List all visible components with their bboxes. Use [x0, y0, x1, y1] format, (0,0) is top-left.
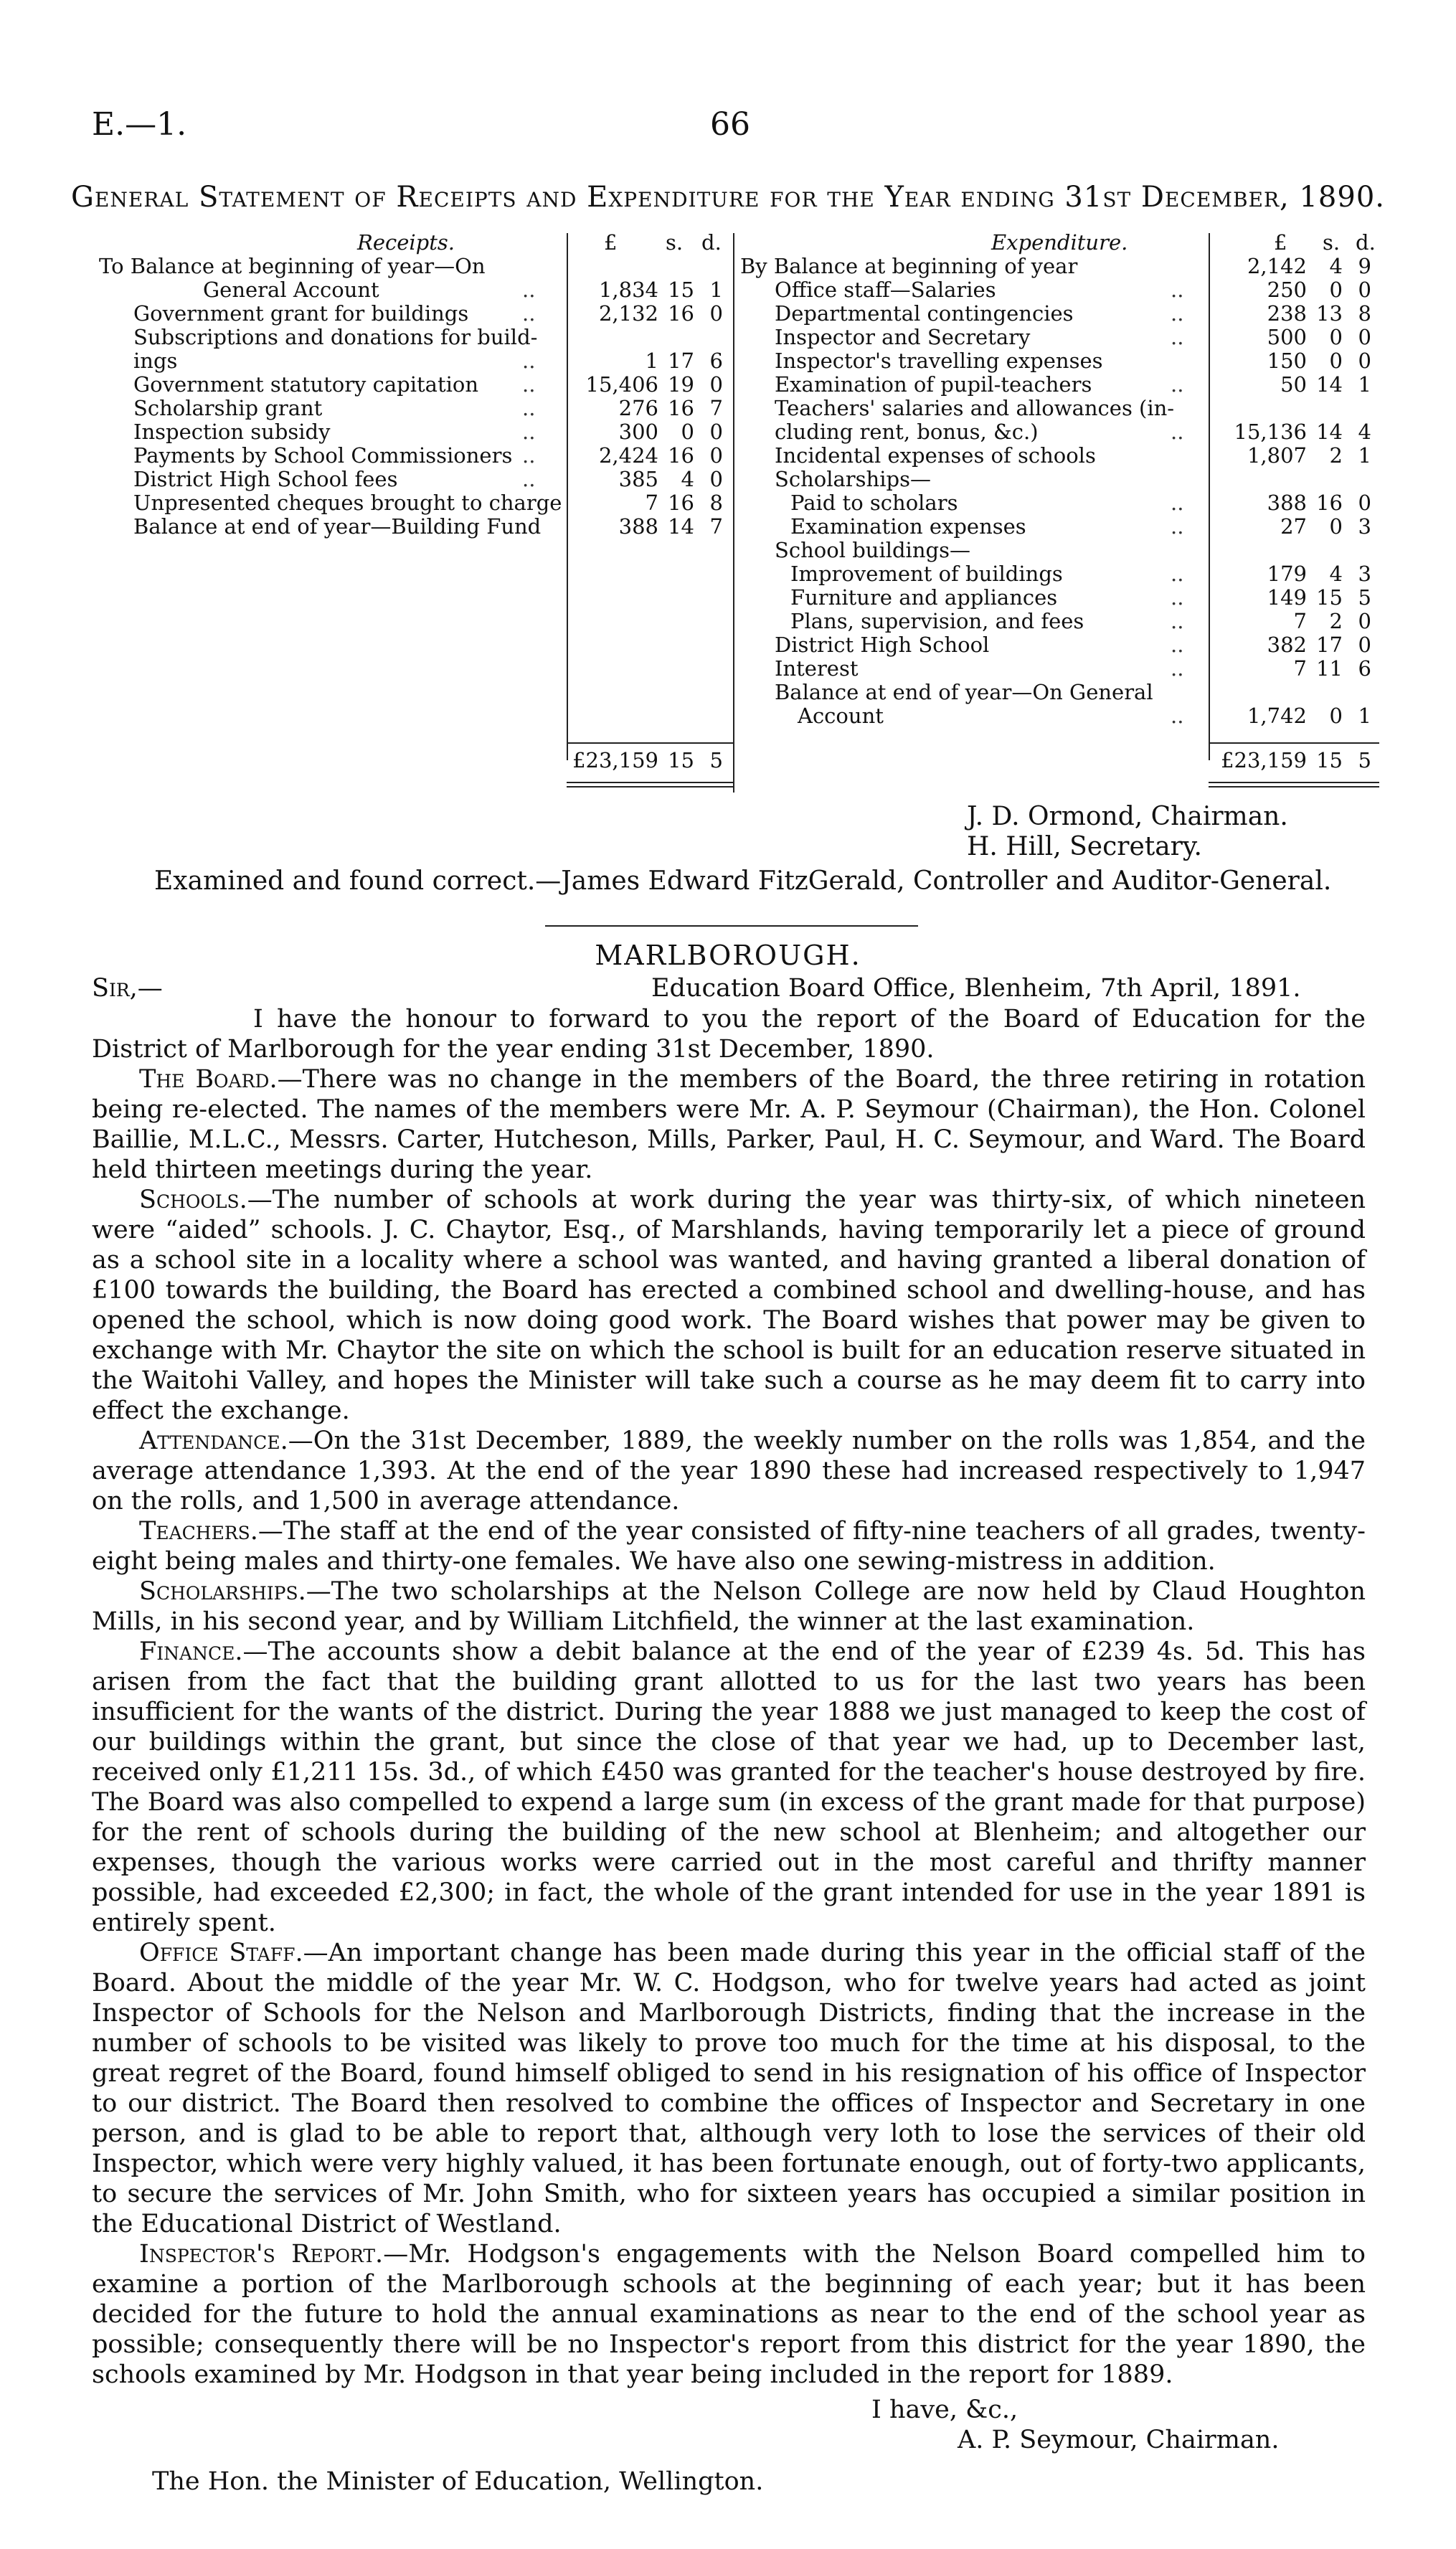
receipts-leader-dots: ..	[522, 443, 536, 468]
expenditure-description: Inspector's travelling expenses	[775, 349, 1103, 373]
expenditure-leader-dots: ..	[1171, 609, 1184, 633]
expenditure-amount-shillings: 2	[1329, 609, 1343, 633]
letter-paragraph	[92, 1938, 1366, 2239]
receipts-row	[99, 420, 730, 444]
expenditure-amount-pounds: 7	[1293, 656, 1307, 681]
expenditure-leader-dots: ..	[1171, 562, 1184, 586]
paragraph-text: I have the honour to forward to you the report of the Board of Education for the District of Marlborough for the year ending 31st December, 1890.	[92, 1005, 1366, 1064]
receipts-description: Balance at end of year—Building Fund	[133, 514, 542, 539]
expenditure-leader-dots: ..	[1171, 420, 1184, 444]
receipts-leader-dots: ..	[522, 349, 536, 373]
receipts-amount-pounds: 7	[645, 491, 658, 515]
letter-paragraph	[92, 1576, 1366, 1637]
paragraph-text: —Mr. Hodgson's engagements with the Nelson Board compelled him to examine a portion of the Marlborough schools at the beginning of each year; but it has been decided for the future to hold the annual examinations as near to the end of the school year as possible; consequently there will be no Inspector's report from this district for the year 1890, the schools examined by Mr. Hodgson in that year being included in the report for 1889.	[92, 2240, 1366, 2389]
paragraph-text: —The accounts show a debit balance at the end of the year of £239 4s. 5d. This has arisen from the fact that the building grant allotted to us for the last two years has been insufficient for the wants of the district. During the year 1888 we just managed to keep the cost of our buildings within the grant, but since the close of that year we had, up to December last, received only £1,211 15s. 3d., of which £450 was granted for the teacher's house destroyed by fire. The Board was also compelled to expend a large sum (in excess of the grant made for that purpose) for the rent of schools during the building of the new school at Blenheim; and altogether our expenses, though the various works were carried out in the most careful and thrifty manner possible, had exceeded £2,300; in fact, the whole of the grant intended for use in the year 1891 is entirely spent.	[92, 1637, 1366, 1937]
expenditure-total-rule-top	[1209, 742, 1379, 744]
section-heading: MARLBOROUGH.	[595, 940, 861, 971]
shillings-heading: s.	[1323, 230, 1341, 255]
expenditure-total-pounds: £23,159	[1221, 748, 1307, 772]
receipts-row	[99, 255, 730, 278]
receipts-description: District High School fees	[133, 467, 398, 491]
receipts-description: Government grant for buildings	[133, 301, 469, 326]
pounds-heading: £	[604, 230, 618, 255]
expenditure-row	[740, 326, 1379, 349]
expenditure-row	[740, 397, 1379, 420]
paragraph-text: —The number of schools at work during the year was thirty-six, of which nineteen were “aided” schools. J. C. Chaytor, Esq., of Marshlands, having temporarily let a piece of ground as a school site in a locality where a school was wanted, and having granted a liberal donation of £100 towards the building, the Board has erected a combined school and dwelling-house, and has opened the school, which is now doing good work. The Board wishes that power may be given to exchange with Mr. Chaytor the site on which the school is built for an education reserve situated in the Waitohi Valley, and hopes the Minister will take such a course as he may deem fit to carry into effect the exchange.	[92, 1186, 1366, 1425]
receipts-amount-pence: 1	[709, 278, 723, 302]
expenditure-row	[740, 539, 1379, 562]
letter-paragraph	[92, 1637, 1366, 1938]
expenditure-heading: Expenditure.	[991, 230, 1128, 255]
expenditure-amount-pounds: 382	[1267, 633, 1307, 657]
receipts-total-pounds: £23,159	[572, 748, 658, 772]
expenditure-total-rule-bottom	[1209, 782, 1379, 783]
pence-heading: d.	[1356, 230, 1376, 255]
expenditure-amount-pence: 9	[1358, 254, 1371, 278]
receipts-amount-pence: 0	[709, 420, 723, 444]
receipts-row	[99, 302, 730, 326]
expenditure-row	[740, 610, 1379, 633]
paragraph-lead: Scholarships.	[139, 1577, 306, 1606]
expenditure-amount-pence: 0	[1358, 349, 1371, 373]
expenditure-row	[740, 444, 1379, 468]
receipts-total-shillings: 15	[668, 748, 694, 772]
paragraph-lead: Office Staff.	[139, 1939, 303, 1967]
expenditure-amount-pounds: 1,807	[1247, 443, 1307, 468]
receipts-row	[99, 515, 730, 539]
expenditure-description: Plans, supervision, and fees	[790, 609, 1084, 633]
paragraph-text: —The staff at the end of the year consisted of fifty-nine teachers of all grades, twenty-eight being males and thirty-one females. We have also one sewing-mistress in addition.	[92, 1517, 1366, 1576]
receipts-amount-pounds: 300	[618, 420, 658, 444]
expenditure-description: Departmental contingencies	[775, 301, 1074, 326]
expenditure-amount-pence: 5	[1358, 585, 1371, 610]
expenditure-amount-pounds: 238	[1267, 301, 1307, 326]
receipts-leader-dots: ..	[522, 467, 536, 491]
expenditure-amount-pence: 3	[1358, 514, 1371, 539]
receipts-amount-shillings: 15	[668, 278, 694, 302]
receipts-amount-shillings: 16	[668, 443, 694, 468]
paragraph-lead: Attendance.	[139, 1427, 288, 1455]
expenditure-row	[740, 302, 1379, 326]
expenditure-amount-pence: 1	[1358, 372, 1371, 397]
expenditure-amount-pounds: 27	[1280, 514, 1307, 539]
receipts-leader-dots: ..	[522, 301, 536, 326]
expenditure-description: Teachers' salaries and allowances (in-	[775, 396, 1175, 420]
expenditure-description: Account	[798, 704, 884, 728]
expenditure-amount-pence: 0	[1358, 609, 1371, 633]
expenditure-total-shillings: 15	[1316, 748, 1343, 772]
expenditure-row	[740, 562, 1379, 586]
paragraph-lead: Schools.	[139, 1186, 247, 1214]
receipts-amount-pounds: 1,834	[598, 278, 658, 302]
receipts-amount-pence: 7	[709, 514, 723, 539]
letter-paragraph	[92, 1185, 1366, 1426]
paragraph-lead: The Board.	[139, 1065, 278, 1094]
letter-address-date: Education Board Office, Blenheim, 7th April, 1891.	[651, 974, 1301, 1003]
receipts-amount-pence: 8	[709, 491, 723, 515]
expenditure-leader-dots: ..	[1171, 704, 1184, 728]
expenditure-description: By Balance at beginning of year	[740, 254, 1078, 278]
paragraph-text: —An important change has been made during this year in the official staff of the Board. About the middle of the year Mr. W. C. Hodgson, who for twelve years had acted as joint Inspector of Schools for the Nelson and Marlborough Districts, finding that the increase in the number of schools to be visited was likely to prove too much for the time at his disposal, to the great regret of the Board, found himself obliged to send in his resignation of his office of Inspector to our district. The Board then resolved to combine the offices of Inspector and Secretary in one person, and is glad to be able to report that, although very loth to lose the services of their old Inspector, which were very highly valued, it has been fortunate enough, out of forty-two applicants, to secure the services of Mr. John Smith, who for sixteen years has occupied a similar position in the Educational District of Westland.	[92, 1939, 1366, 2238]
receipts-description: ings	[133, 349, 178, 373]
expenditure-row	[740, 491, 1379, 515]
chairman-signature: J. D. Ormond, Chairman.	[967, 802, 1288, 831]
expenditure-description: Examination of pupil-teachers	[775, 372, 1092, 397]
receipts-amount-pence: 7	[709, 396, 723, 420]
paragraph-lead: Finance.	[139, 1637, 243, 1666]
expenditure-amount-pence: 0	[1358, 633, 1371, 657]
page-number: 66	[710, 106, 750, 143]
receipts-amount-pence: 0	[709, 443, 723, 468]
receipts-amount-shillings: 4	[681, 467, 694, 491]
expenditure-amount-shillings: 13	[1316, 301, 1343, 326]
expenditure-amount-shillings: 2	[1329, 443, 1343, 468]
expenditure-amount-shillings: 0	[1329, 704, 1343, 728]
receipts-amount-shillings: 0	[681, 420, 694, 444]
expenditure-table	[740, 231, 1379, 728]
expenditure-total-rule-bottom-2	[1209, 786, 1379, 788]
receipts-description: Government statutory capitation	[133, 372, 479, 397]
receipts-row	[99, 278, 730, 302]
receipts-amount-pounds: 2,424	[598, 443, 658, 468]
receipts-description: Scholarship grant	[133, 396, 323, 420]
expenditure-amount-pounds: 2,142	[1247, 254, 1307, 278]
expenditure-amount-pence: 4	[1358, 420, 1371, 444]
statement-title: General Statement of Receipts and Expenditure for the Year ending 31st December, 1890.	[71, 181, 1385, 214]
receipts-amount-pence: 0	[709, 301, 723, 326]
expenditure-row	[740, 515, 1379, 539]
receipts-leader-dots: ..	[522, 396, 536, 420]
receipts-description: Payments by School Commissioners	[133, 443, 513, 468]
paragraph-lead: Inspector's Report.	[139, 2240, 384, 2269]
expenditure-row	[740, 633, 1379, 657]
expenditure-amount-pence: 0	[1358, 325, 1371, 349]
receipts-row	[99, 349, 730, 373]
expenditure-description: Furniture and appliances	[790, 585, 1058, 610]
expenditure-row	[740, 468, 1379, 491]
receipts-amount-pounds: 15,406	[585, 372, 658, 397]
receipts-total-rule-bottom-2	[567, 786, 733, 788]
receipts-leader-dots: ..	[522, 372, 536, 397]
receipts-amount-pence: 6	[709, 349, 723, 373]
expenditure-amount-shillings: 14	[1316, 420, 1343, 444]
receipts-description: Inspection subsidy	[133, 420, 331, 444]
auditor-certification: Examined and found correct.—James Edward FitzGerald, Controller and Auditor-General.	[154, 866, 1332, 896]
expenditure-total-row	[740, 749, 1379, 772]
receipts-row	[99, 444, 730, 468]
expenditure-total-pence: 5	[1358, 748, 1371, 772]
expenditure-row	[740, 373, 1379, 397]
expenditure-amount-pence: 0	[1358, 491, 1371, 515]
expenditure-amount-shillings: 14	[1316, 372, 1343, 397]
receipts-amount-shillings: 19	[668, 372, 694, 397]
receipts-total-rule-bottom	[567, 782, 733, 783]
table-center-divider	[733, 233, 734, 793]
expenditure-row	[740, 278, 1379, 302]
expenditure-amount-pence: 6	[1358, 656, 1371, 681]
receipts-amount-pounds: 2,132	[598, 301, 658, 326]
expenditure-amount-shillings: 0	[1329, 349, 1343, 373]
expenditure-amount-pence: 1	[1358, 704, 1371, 728]
receipts-amount-pounds: 1	[645, 349, 658, 373]
expenditure-row	[740, 704, 1379, 728]
receipts-row	[99, 491, 730, 515]
receipts-amount-shillings: 14	[668, 514, 694, 539]
expenditure-amount-pounds: 149	[1267, 585, 1307, 610]
expenditure-leader-dots: ..	[1171, 633, 1184, 657]
receipts-row	[99, 326, 730, 349]
expenditure-amount-pounds: 250	[1267, 278, 1307, 302]
receipts-total-row	[99, 749, 730, 772]
expenditure-description: Improvement of buildings	[790, 562, 1063, 586]
expenditure-description: Paid to scholars	[790, 491, 958, 515]
letter-paragraph	[92, 1004, 1366, 1064]
expenditure-leader-dots: ..	[1171, 656, 1184, 681]
letter-addressee: The Hon. the Minister of Education, Wellington.	[152, 2467, 764, 2496]
letter-paragraph	[92, 1516, 1366, 1576]
expenditure-amount-shillings: 15	[1316, 585, 1343, 610]
closing-line: I have, &c.,	[871, 2396, 1018, 2424]
letter-paragraph	[92, 2239, 1366, 2390]
expenditure-leader-dots: ..	[1171, 301, 1184, 326]
expenditure-row	[740, 586, 1379, 610]
expenditure-row	[740, 349, 1379, 373]
expenditure-description: Incidental expenses of schools	[775, 443, 1096, 468]
expenditure-amount-pounds: 50	[1280, 372, 1307, 397]
expenditure-header-row	[740, 231, 1379, 255]
expenditure-amount-pounds: 15,136	[1234, 420, 1307, 444]
salutation: Sir,—	[92, 974, 163, 1003]
section-separator	[545, 925, 918, 927]
expenditure-amount-shillings: 4	[1329, 254, 1343, 278]
receipts-description: General Account	[203, 278, 379, 302]
secretary-signature: H. Hill, Secretary.	[967, 832, 1202, 861]
receipts-table	[99, 231, 730, 539]
document-reference: E.—1.	[92, 106, 187, 143]
expenditure-description: Interest	[775, 656, 859, 681]
paragraph-text: —The two scholarships at the Nelson College are now held by Claud Houghton Mills, in his second year, and by William Litchfield, the winner at the last examination.	[92, 1577, 1366, 1636]
receipts-amount-shillings: 17	[668, 349, 694, 373]
expenditure-amount-pence: 1	[1358, 443, 1371, 468]
receipts-amount-pence: 0	[709, 467, 723, 491]
letter-paragraph	[92, 1426, 1366, 1516]
shillings-heading: s.	[666, 230, 684, 255]
expenditure-amount-shillings: 0	[1329, 278, 1343, 302]
expenditure-description: cluding rent, bonus, &c.)	[775, 420, 1039, 444]
paragraph-text: —There was no change in the members of the Board, the three retiring in rotation being re-elected. The names of the members were Mr. A. P. Seymour (Chairman), the Hon. Colonel Baillie, M.L.C., Messrs. Carter, Hutcheson, Mills, Parker, Paul, H. C. Seymour, and Ward. The Board held thirteen meetings during the year.	[92, 1065, 1366, 1184]
expenditure-amount-pence: 8	[1358, 301, 1371, 326]
expenditure-description: Office staff—Salaries	[775, 278, 996, 302]
expenditure-amount-pence: 3	[1358, 562, 1371, 586]
expenditure-amount-shillings: 4	[1329, 562, 1343, 586]
receipts-total-rule-top	[567, 742, 733, 744]
expenditure-description: School buildings—	[775, 538, 970, 562]
receipts-description: To Balance at beginning of year—On	[99, 254, 486, 278]
pence-heading: d.	[701, 230, 722, 255]
expenditure-amount-shillings: 11	[1316, 656, 1343, 681]
expenditure-row	[740, 657, 1379, 681]
receipts-row	[99, 397, 730, 420]
receipts-leader-dots: ..	[522, 278, 536, 302]
expenditure-amount-pounds: 1,742	[1247, 704, 1307, 728]
receipts-amount-pence: 0	[709, 372, 723, 397]
expenditure-description: Inspector and Secretary	[775, 325, 1031, 349]
receipts-amount-pounds: 388	[618, 514, 658, 539]
expenditure-leader-dots: ..	[1171, 372, 1184, 397]
expenditure-leader-dots: ..	[1171, 278, 1184, 302]
expenditure-amount-pounds: 179	[1267, 562, 1307, 586]
receipts-description: Unpresented cheques brought to charge	[133, 491, 562, 515]
receipts-leader-dots: ..	[522, 420, 536, 444]
receipts-total-pence: 5	[709, 748, 723, 772]
receipts-heading: Receipts.	[357, 230, 455, 255]
receipts-amount-shillings: 16	[668, 491, 694, 515]
receipts-header-row	[99, 231, 730, 255]
expenditure-leader-dots: ..	[1171, 585, 1184, 610]
expenditure-amount-pounds: 388	[1267, 491, 1307, 515]
expenditure-row	[740, 681, 1379, 704]
letter-signer: A. P. Seymour, Chairman.	[958, 2426, 1280, 2454]
receipts-amount-pounds: 385	[618, 467, 658, 491]
expenditure-leader-dots: ..	[1171, 325, 1184, 349]
receipts-amount-shillings: 16	[668, 301, 694, 326]
expenditure-amount-pence: 0	[1358, 278, 1371, 302]
receipts-amount-pounds: 276	[618, 396, 658, 420]
expenditure-leader-dots: ..	[1171, 514, 1184, 539]
receipts-amount-shillings: 16	[668, 396, 694, 420]
paragraph-text: —On the 31st December, 1889, the weekly number on the rolls was 1,854, and the average attendance 1,393. At the end of the year 1890 these had increased respectively to 1,947 on the rolls, and 1,500 in average attendance.	[92, 1427, 1366, 1515]
expenditure-amount-shillings: 17	[1316, 633, 1343, 657]
receipts-row	[99, 468, 730, 491]
letter-body	[92, 1004, 1366, 2390]
receipts-description: Subscriptions and donations for build-	[133, 325, 538, 349]
expenditure-description: District High School	[775, 633, 990, 657]
expenditure-leader-dots: ..	[1171, 491, 1184, 515]
expenditure-row	[740, 420, 1379, 444]
expenditure-amount-shillings: 0	[1329, 514, 1343, 539]
letter-paragraph	[92, 1064, 1366, 1185]
receipts-row	[99, 373, 730, 397]
expenditure-amount-pounds: 7	[1293, 609, 1307, 633]
paragraph-lead: Teachers.	[139, 1517, 258, 1546]
expenditure-description: Examination expenses	[790, 514, 1026, 539]
expenditure-description: Balance at end of year—On General	[775, 680, 1153, 704]
expenditure-amount-shillings: 16	[1316, 491, 1343, 515]
expenditure-amount-pounds: 150	[1267, 349, 1307, 373]
expenditure-amount-pounds: 500	[1267, 325, 1307, 349]
expenditure-amount-shillings: 0	[1329, 325, 1343, 349]
expenditure-row	[740, 255, 1379, 278]
pounds-heading: £	[1274, 230, 1287, 255]
expenditure-description: Scholarships—	[775, 467, 931, 491]
